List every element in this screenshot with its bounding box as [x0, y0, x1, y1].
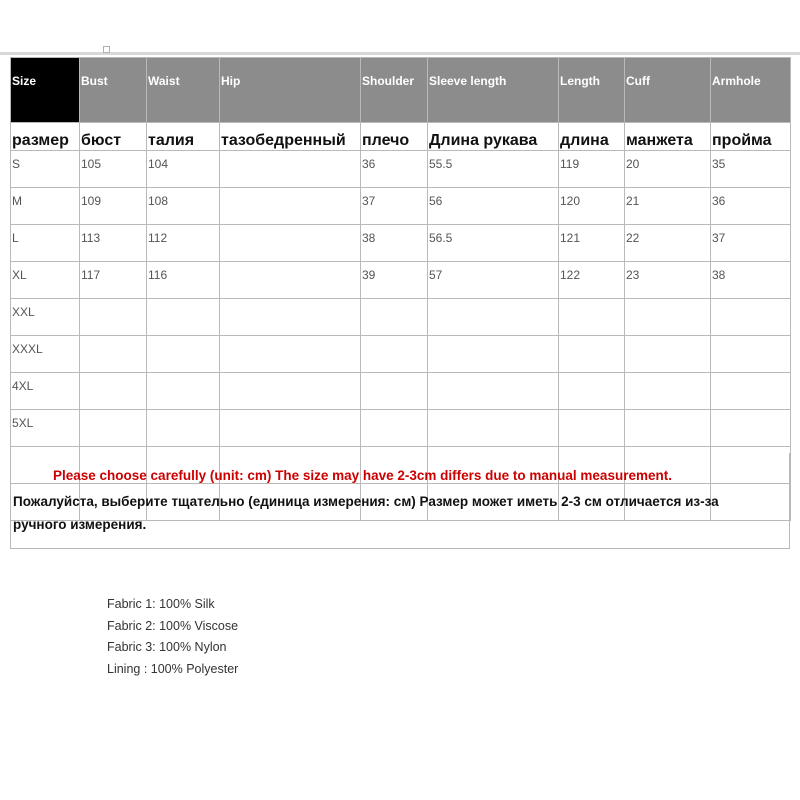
header-row [11, 58, 791, 123]
table-cell: 113 [80, 225, 147, 262]
table-cell: 104 [147, 151, 220, 188]
table-cell: 55.5 [428, 151, 559, 188]
russian-header-cell: манжета [625, 123, 711, 151]
top-divider [0, 52, 800, 55]
size-cell: 5XL [11, 410, 80, 447]
table-cell [220, 188, 361, 225]
table-cell: 112 [147, 225, 220, 262]
russian-header-cell: тазобедренный [220, 123, 361, 151]
table-cell [625, 373, 711, 410]
table-row [11, 373, 791, 410]
table-cell [80, 336, 147, 373]
table-cell: 22 [625, 225, 711, 262]
table-cell [711, 299, 791, 336]
table-cell [711, 410, 791, 447]
fabric-line: Fabric 3: 100% Nylon [107, 640, 227, 655]
table-cell: 109 [80, 188, 147, 225]
fabric-list [107, 594, 238, 681]
table-cell [428, 299, 559, 336]
table-row [11, 225, 791, 262]
table-cell: 39 [361, 262, 428, 299]
table-cell [147, 410, 220, 447]
table-row [11, 336, 791, 373]
table-row [11, 188, 791, 225]
table-cell [428, 336, 559, 373]
russian-header-cell: Длина рукава [428, 123, 559, 151]
table-cell [559, 336, 625, 373]
fabric-line: Lining : 100% Polyester [107, 662, 239, 677]
table-cell [559, 410, 625, 447]
table-cell: 38 [361, 225, 428, 262]
table-cell: 20 [625, 151, 711, 188]
header-cell: Waist [147, 58, 220, 123]
table-row [11, 410, 791, 447]
table-cell [711, 336, 791, 373]
table-row [11, 299, 791, 336]
measurement-note [10, 453, 790, 549]
table-cell [428, 373, 559, 410]
table-cell: 108 [147, 188, 220, 225]
table-cell [559, 373, 625, 410]
table-cell: 37 [361, 188, 428, 225]
table-cell [80, 410, 147, 447]
russian-header-row [11, 123, 791, 151]
header-cell: Sleeve length [428, 58, 559, 123]
table-cell [220, 373, 361, 410]
table-cell [361, 373, 428, 410]
table-cell: 105 [80, 151, 147, 188]
table-cell: 116 [147, 262, 220, 299]
size-cell: L [11, 225, 80, 262]
table-cell: 35 [711, 151, 791, 188]
table-cell [220, 151, 361, 188]
russian-header-cell: бюст [80, 123, 147, 151]
table-cell [80, 373, 147, 410]
header-cell: Length [559, 58, 625, 123]
table-cell: 36 [711, 188, 791, 225]
table-cell: 57 [428, 262, 559, 299]
russian-header-cell: талия [147, 123, 220, 151]
table-cell [147, 299, 220, 336]
table-cell [361, 336, 428, 373]
size-chart-table [10, 57, 791, 521]
table-cell [220, 336, 361, 373]
table-cell [361, 410, 428, 447]
russian-header-cell: размер [11, 123, 80, 151]
table-cell [625, 410, 711, 447]
table-cell: 56.5 [428, 225, 559, 262]
russian-header-cell: длина [559, 123, 625, 151]
table-row [11, 262, 791, 299]
header-cell: Size [11, 58, 80, 123]
table-cell [220, 262, 361, 299]
table-cell: 21 [625, 188, 711, 225]
size-cell: XXL [11, 299, 80, 336]
table-cell [220, 225, 361, 262]
table-cell: 37 [711, 225, 791, 262]
table-cell: 120 [559, 188, 625, 225]
table-cell [625, 336, 711, 373]
table-cell [428, 410, 559, 447]
top-band [0, 0, 800, 56]
size-cell: XL [11, 262, 80, 299]
header-cell: Bust [80, 58, 147, 123]
header-cell: Hip [220, 58, 361, 123]
note-russian: Пожалуйста, выберите тщательно (единица измерения: см) Размер может иметь 2-3 см отличается из-за ручного измерения. [13, 494, 719, 532]
table-cell [559, 299, 625, 336]
table-cell: 23 [625, 262, 711, 299]
size-cell: M [11, 188, 80, 225]
header-cell: Shoulder [361, 58, 428, 123]
table-cell: 121 [559, 225, 625, 262]
table-cell [220, 410, 361, 447]
table-cell [625, 299, 711, 336]
table-cell [711, 373, 791, 410]
table-cell: 117 [80, 262, 147, 299]
table-row [11, 151, 791, 188]
table-cell: 56 [428, 188, 559, 225]
table-cell: 122 [559, 262, 625, 299]
table-cell [220, 299, 361, 336]
size-cell: S [11, 151, 80, 188]
size-cell: XXXL [11, 336, 80, 373]
fabric-line: Fabric 2: 100% Viscose [107, 618, 239, 633]
size-cell: 4XL [11, 373, 80, 410]
table-cell [361, 299, 428, 336]
russian-header-cell: плечо [361, 123, 428, 151]
small-square-mark [103, 46, 110, 53]
table-cell: 36 [361, 151, 428, 188]
note-english: Please choose carefully (unit: cm) The size may have 2-3cm differs due to manual measurement. [53, 468, 672, 483]
header-cell: Cuff [625, 58, 711, 123]
header-cell: Armhole [711, 58, 791, 123]
table-cell: 38 [711, 262, 791, 299]
table-cell [80, 299, 147, 336]
russian-header-cell: пройма [711, 123, 791, 151]
table-cell: 119 [559, 151, 625, 188]
fabric-line: Fabric 1: 100% Silk [107, 597, 215, 611]
table-cell [147, 336, 220, 373]
table-cell [147, 373, 220, 410]
